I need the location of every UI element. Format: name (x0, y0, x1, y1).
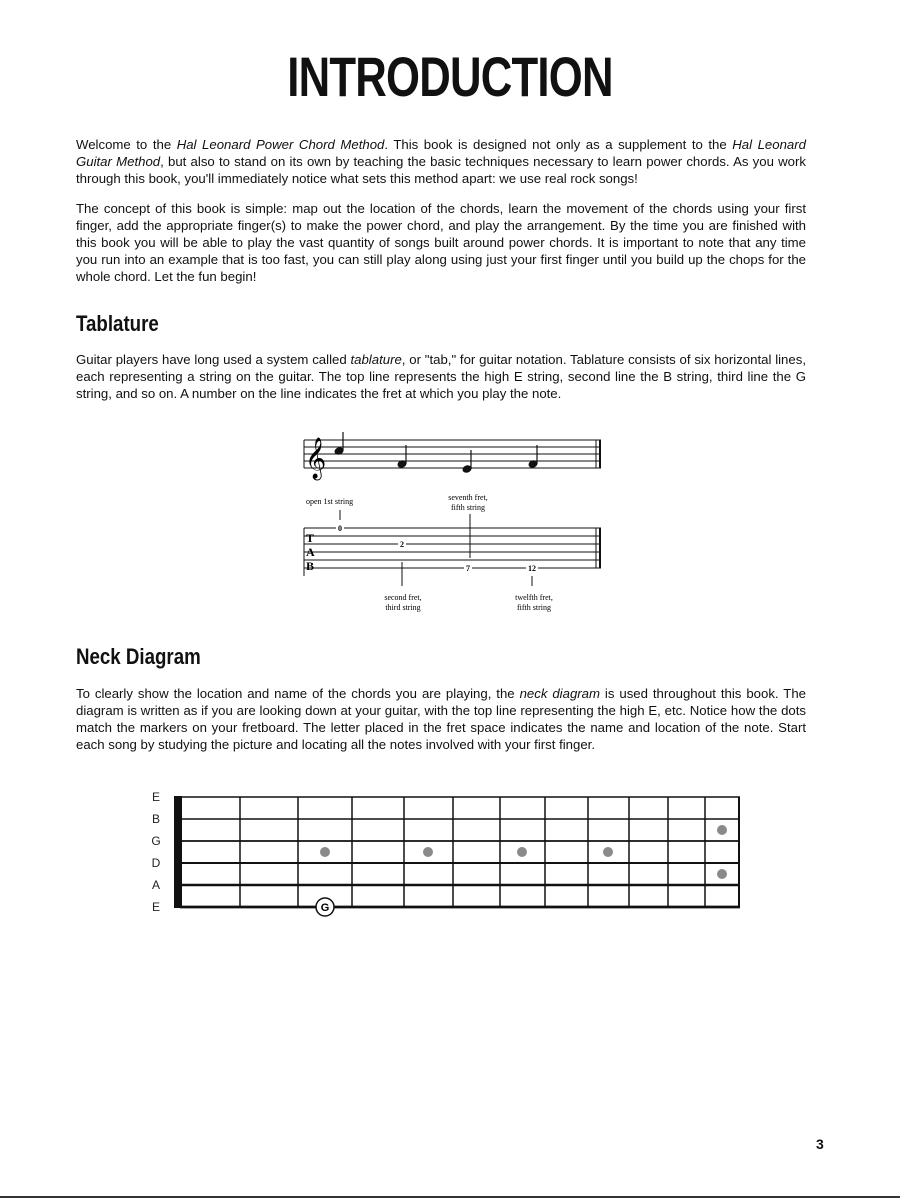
book-title-italic: Hal Leonard Power Chord Method (176, 137, 385, 152)
neck-nut (174, 796, 182, 908)
bottom-rule (0, 1196, 900, 1198)
tablature-italic: tablature (350, 352, 402, 367)
neck-diagram-italic: neck diagram (519, 686, 600, 701)
fret-marker-9 (603, 847, 613, 857)
page-title: INTRODUCTION (287, 45, 613, 108)
tablature-heading: Tablature (76, 311, 159, 336)
string-label-b: B (151, 812, 161, 826)
intro-text: Welcome to the (76, 137, 177, 152)
tab-fret-12: 12 (528, 564, 536, 573)
caption-second-fret-l1: second fret, (384, 593, 422, 602)
string-label-g: G (151, 834, 161, 848)
fret-marker-7 (517, 847, 527, 857)
string-label-low-e: E (151, 900, 161, 914)
caption-second-fret-l2: third string (385, 603, 421, 612)
tab-text: Guitar players have long used a system called (76, 352, 351, 367)
fret-marker-12-lower (717, 869, 727, 879)
string-label-high-e: E (151, 790, 161, 804)
book-title-italic: Hal Leonard Guitar Method (76, 137, 806, 169)
fret-marker-3 (320, 847, 330, 857)
page-number: 3 (816, 1136, 824, 1152)
fret-marker-5 (423, 847, 433, 857)
tab-fret-7: 7 (466, 564, 470, 573)
staff-notes (334, 432, 538, 473)
caption-twelfth-fret-l2: fifth string (517, 603, 551, 612)
note-label-g: G (320, 902, 330, 914)
neck-text: is used throughout this book. The diagram is written as if you are looking down at your guitar, with the top line representing the high E, etc. Notice how the dots match the markers on your fretboard. The letter placed in the fret space indicates the name and location of the note. Start each song by studying the picture and locating all the notes involved with your first finger. (76, 686, 806, 752)
tab-fret-0: 0 (338, 524, 342, 533)
neck-diagram-paragraph (76, 685, 806, 753)
string-label-d: D (151, 856, 161, 870)
neck-text: To clearly show the location and name of the chords you are playing, the (76, 686, 520, 701)
neck-diagram-figure (140, 786, 750, 920)
intro-paragraph-1 (76, 136, 806, 187)
treble-clef-icon: 𝄞 (305, 438, 327, 478)
neck-frets (240, 797, 739, 907)
intro-paragraph-2: The concept of this book is simple: map out the location of the chords, learn the movement of the chords using your first finger, add the appropriate finger(s) to make the power chord, and play the arrangement. By the time you are finished with this book you will be able to play the vast quantity of songs built around power chords. It is important to note that any time you run into an example that is too fast, you can still play along using just your first finger until you build up the chops for the whole chord. Let the fun begin! (76, 201, 806, 284)
fret-marker-12-upper (717, 825, 727, 835)
tab-letter-a: A (306, 545, 315, 559)
caption-open-1st-string: open 1st string (306, 497, 354, 506)
string-label-a: A (151, 878, 161, 892)
caption-seventh-fret-l1: seventh fret, (448, 493, 488, 502)
tab-text: , or "tab," for guitar notation. Tablature consists of six horizontal lines, each representing a string on the guitar. The top line represents the high E string, second line the B string, third line the G string, and so on. A number on the line indicates the fret at which you play the note. (76, 352, 806, 401)
music-staff (304, 440, 601, 468)
neck-strings (180, 797, 740, 907)
tab-letter-t: T (306, 531, 315, 545)
tab-staff (304, 528, 601, 576)
tab-letter-b: B (306, 559, 315, 573)
intro-text: , but also to stand on its own by teaching the basic techniques necessary to learn power chords. As you work through this book, you'll immediately notice what sets this method apart: we use real rock songs! (76, 154, 807, 186)
tab-fret-2: 2 (400, 540, 404, 549)
tab-example-figure (296, 430, 616, 620)
caption-seventh-fret-l2: fifth string (451, 503, 485, 512)
neck-diagram-heading: Neck Diagram (76, 644, 201, 669)
tablature-paragraph (76, 351, 806, 402)
caption-twelfth-fret-l1: twelfth fret, (515, 593, 553, 602)
intro-text: . This book is designed not only as a supplement to the (384, 137, 733, 152)
